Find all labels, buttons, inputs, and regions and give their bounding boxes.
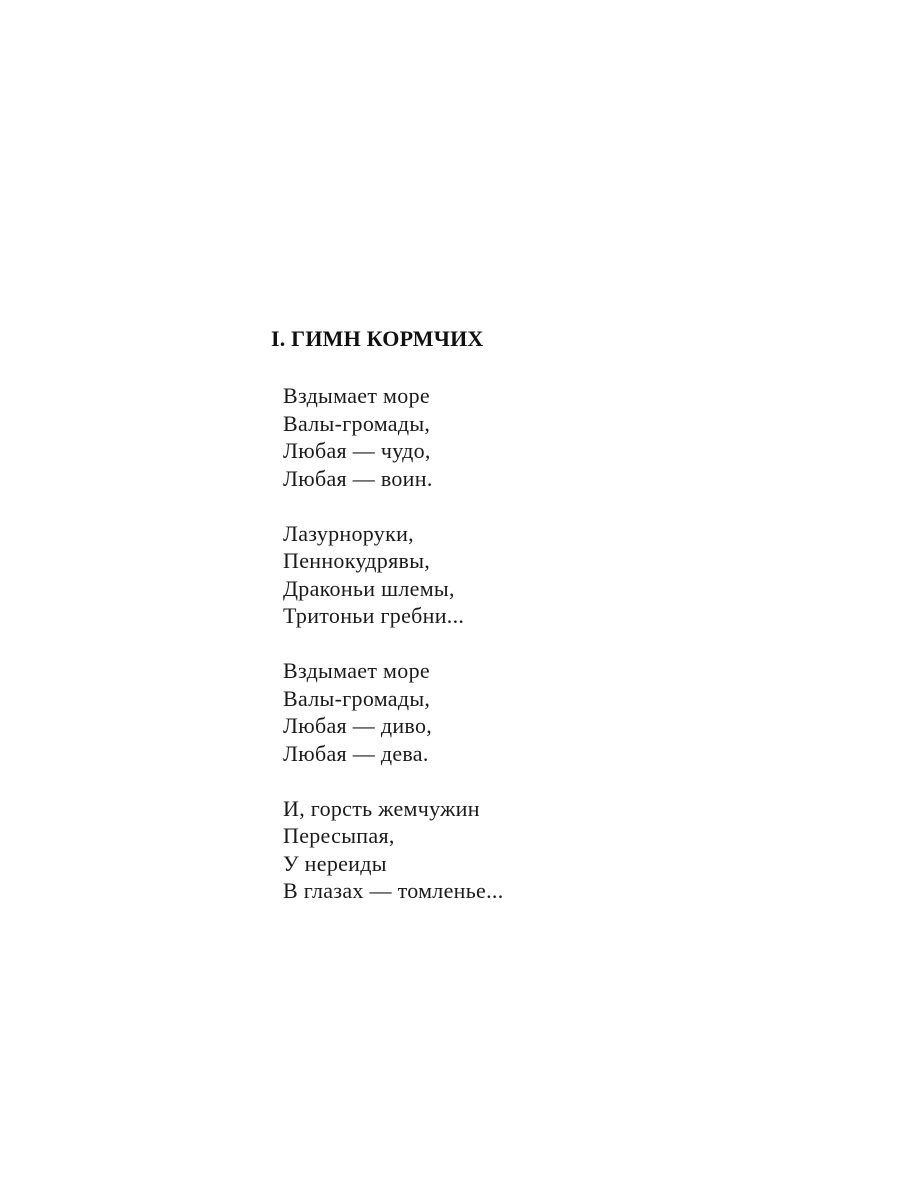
stanza-4 <box>283 795 831 905</box>
verse-line: Вздымает море <box>283 383 430 408</box>
verse-line: И, горсть жемчужин <box>283 795 480 821</box>
verse-line: У нереиды <box>283 850 387 876</box>
verse-line: Любая — дева. <box>283 740 429 766</box>
verse-line: Любая — диво, <box>283 713 433 738</box>
stanza-2 <box>283 520 831 630</box>
verse-line: Лазурноруки, <box>283 520 414 546</box>
verse-line: Любая — чудо, <box>283 438 431 463</box>
poem-stanzas <box>271 382 831 905</box>
verse-line: Тритоньи гребни... <box>283 603 465 628</box>
verse-line: Пеннокудрявы, <box>283 548 431 573</box>
verse-line: Валы-громады, <box>283 410 431 436</box>
verse-line: Валы-громады, <box>283 685 431 711</box>
verse-line: Любая — воин. <box>283 465 433 491</box>
poem-title: I. ГИМН КОРМЧИХ <box>271 326 484 351</box>
stanza-1 <box>283 382 831 492</box>
verse-line: Вздымает море <box>283 658 430 683</box>
verse-line: В глазах — томленье... <box>283 878 504 903</box>
stanza-3 <box>283 657 831 767</box>
verse-line: Пересыпая, <box>283 823 395 848</box>
poem-page <box>271 322 831 905</box>
verse-line: Драконьи шлемы, <box>283 575 455 601</box>
